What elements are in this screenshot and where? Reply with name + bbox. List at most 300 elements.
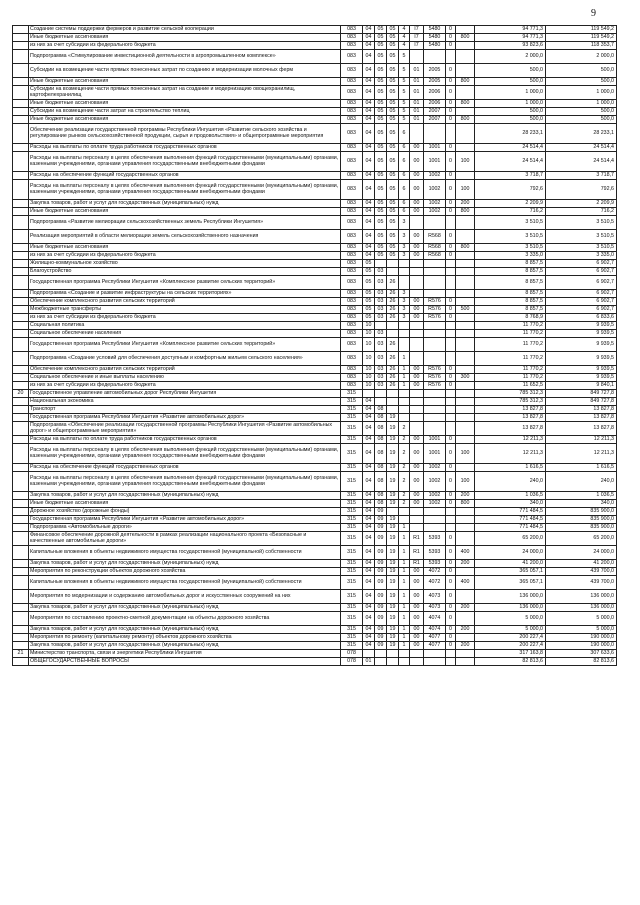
amount-year1-cell: 771 484,5	[475, 508, 546, 516]
ministry-code-cell: 315	[341, 508, 363, 516]
subsection-code-cell: 09	[375, 508, 387, 516]
main-event-code-cell	[410, 414, 424, 422]
ministry-code-cell: 315	[341, 398, 363, 406]
amount-year1-cell: 136 000,0	[475, 604, 546, 612]
program-code-cell: 05	[387, 208, 399, 216]
subsection-code-cell: 05	[375, 208, 387, 216]
program-code-cell: 19	[387, 532, 399, 546]
subprogram-code-cell	[399, 508, 410, 516]
detail-code-cell	[446, 414, 456, 422]
main-event-code-cell	[410, 322, 424, 330]
section-code-cell: 05	[363, 276, 375, 290]
subprogram-code-cell: 1	[399, 374, 410, 382]
ministry-code-cell: 083	[341, 216, 363, 230]
ministry-code-cell: 083	[341, 338, 363, 352]
amount-year1-cell: 3 510,5	[475, 216, 546, 230]
section-code-cell: 04	[363, 634, 375, 642]
main-event-code-cell: 00	[410, 382, 424, 390]
item-name-cell: Подпрограмма «Создание и развитие инфраструктуры на сельских территориях»	[29, 290, 341, 298]
subsection-code-cell: 03	[375, 352, 387, 366]
row-number-cell	[13, 208, 29, 216]
budget-table	[12, 25, 617, 666]
expense-type-code-cell	[456, 398, 475, 406]
main-event-code-cell	[410, 524, 424, 532]
direction-code-cell	[424, 516, 446, 524]
row-number-cell	[13, 516, 29, 524]
row-number-cell	[13, 42, 29, 50]
main-event-code-cell: 00	[410, 634, 424, 642]
ministry-code-cell: 083	[341, 268, 363, 276]
detail-code-cell: 0	[446, 590, 456, 604]
program-code-cell: 26	[387, 366, 399, 374]
item-name-cell: Межбюджетные трансферты	[29, 306, 341, 314]
section-code-cell: 10	[363, 322, 375, 330]
table-row	[13, 406, 617, 414]
row-number-cell	[13, 500, 29, 508]
ministry-code-cell: 083	[341, 290, 363, 298]
table-row	[13, 390, 617, 398]
expense-type-code-cell	[456, 298, 475, 306]
section-code-cell: 05	[363, 298, 375, 306]
subprogram-code-cell: 1	[399, 546, 410, 560]
direction-code-cell: R576	[424, 306, 446, 314]
row-number-cell	[13, 508, 29, 516]
detail-code-cell: 0	[446, 576, 456, 590]
item-name-cell: Мероприятия по модернизации и содержанию автомобильных дорог и искусственных сооружений на них	[29, 590, 341, 604]
program-code-cell: 05	[387, 78, 399, 86]
expense-type-code-cell	[456, 216, 475, 230]
direction-code-cell: 1001	[424, 144, 446, 152]
program-code-cell: 05	[387, 64, 399, 78]
section-code-cell: 04	[363, 642, 375, 650]
amount-year1-cell: 8 857,5	[475, 268, 546, 276]
main-event-code-cell: R1	[410, 560, 424, 568]
subprogram-code-cell: 1	[399, 560, 410, 568]
subsection-code-cell: 05	[375, 216, 387, 230]
table-row	[13, 650, 617, 658]
section-code-cell: 04	[363, 100, 375, 108]
subprogram-code-cell: 4	[399, 26, 410, 34]
subsection-code-cell: 05	[375, 116, 387, 124]
subprogram-code-cell: 6	[399, 180, 410, 200]
subprogram-code-cell: 2	[399, 472, 410, 492]
ministry-code-cell: 315	[341, 422, 363, 436]
row-number-cell	[13, 642, 29, 650]
table-row	[13, 492, 617, 500]
table-row	[13, 172, 617, 180]
row-number-cell	[13, 26, 29, 34]
amount-year1-cell: 5 000,0	[475, 612, 546, 626]
row-number-cell	[13, 298, 29, 306]
subprogram-code-cell: 5	[399, 64, 410, 78]
amount-year2-cell: 1 000,0	[546, 86, 617, 100]
program-code-cell: 19	[387, 414, 399, 422]
direction-code-cell: 4072	[424, 576, 446, 590]
row-number-cell	[13, 374, 29, 382]
detail-code-cell	[446, 524, 456, 532]
row-number-cell	[13, 124, 29, 144]
detail-code-cell: 0	[446, 152, 456, 172]
program-code-cell: 19	[387, 524, 399, 532]
table-row	[13, 508, 617, 516]
row-number-cell	[13, 634, 29, 642]
table-row	[13, 612, 617, 626]
detail-code-cell: 0	[446, 612, 456, 626]
ministry-code-cell: 315	[341, 568, 363, 576]
main-event-code-cell: 00	[410, 306, 424, 314]
expense-type-code-cell: 800	[456, 208, 475, 216]
item-name-cell: Закупка товаров, работ и услуг для государственных (муниципальных) нужд	[29, 604, 341, 612]
table-row	[13, 116, 617, 124]
amount-year2-cell: 3 510,5	[546, 230, 617, 244]
row-number-cell	[13, 86, 29, 100]
row-number-cell	[13, 568, 29, 576]
expense-type-code-cell: 100	[456, 152, 475, 172]
direction-code-cell	[424, 338, 446, 352]
item-name-cell: Закупка товаров, работ и услуг для государственных (муниципальных) нужд	[29, 492, 341, 500]
detail-code-cell: 0	[446, 252, 456, 260]
table-row	[13, 444, 617, 464]
row-number-cell: 20	[13, 390, 29, 398]
subsection-code-cell: 03	[375, 290, 387, 298]
direction-code-cell: 1001	[424, 152, 446, 172]
main-event-code-cell	[410, 276, 424, 290]
amount-year2-cell: 65 200,0	[546, 532, 617, 546]
subsection-code-cell	[375, 322, 387, 330]
item-name-cell: Обеспечение комплексного развития сельских территорий	[29, 298, 341, 306]
section-code-cell: 04	[363, 144, 375, 152]
direction-code-cell	[424, 124, 446, 144]
item-name-cell: Расходы на выплаты по оплате труда работников государственных органов	[29, 436, 341, 444]
amount-year2-cell: 240,0	[546, 472, 617, 492]
ministry-code-cell: 315	[341, 524, 363, 532]
program-code-cell: 05	[387, 26, 399, 34]
program-code-cell: 05	[387, 180, 399, 200]
section-code-cell: 05	[363, 260, 375, 268]
program-code-cell: 05	[387, 50, 399, 64]
main-event-code-cell: 00	[410, 172, 424, 180]
expense-type-code-cell	[456, 366, 475, 374]
subsection-code-cell: 03	[375, 366, 387, 374]
table-row	[13, 124, 617, 144]
item-name-cell: Государственная программа Республики Ингушетия «Развитие автомобильных дорог»	[29, 414, 341, 422]
subsection-code-cell	[375, 398, 387, 406]
detail-code-cell	[446, 268, 456, 276]
main-event-code-cell: 00	[410, 298, 424, 306]
expense-type-code-cell: 400	[456, 546, 475, 560]
section-code-cell: 05	[363, 290, 375, 298]
ministry-code-cell: 083	[341, 366, 363, 374]
detail-code-cell	[446, 516, 456, 524]
amount-year2-cell: 500,0	[546, 116, 617, 124]
ministry-code-cell: 083	[341, 330, 363, 338]
main-event-code-cell: 00	[410, 366, 424, 374]
direction-code-cell: 1002	[424, 180, 446, 200]
program-code-cell: 05	[387, 252, 399, 260]
amount-year2-cell: 1 616,5	[546, 464, 617, 472]
subsection-code-cell: 08	[375, 436, 387, 444]
program-code-cell: 26	[387, 314, 399, 322]
program-code-cell: 19	[387, 500, 399, 508]
amount-year1-cell: 500,0	[475, 108, 546, 116]
direction-code-cell	[424, 414, 446, 422]
ministry-code-cell: 315	[341, 472, 363, 492]
expense-type-code-cell	[456, 658, 475, 666]
expense-type-code-cell: 100	[456, 472, 475, 492]
subprogram-code-cell	[399, 268, 410, 276]
amount-year2-cell: 9 840,1	[546, 382, 617, 390]
section-code-cell: 04	[363, 216, 375, 230]
direction-code-cell	[424, 524, 446, 532]
amount-year2-cell: 849 727,8	[546, 390, 617, 398]
table-row	[13, 306, 617, 314]
direction-code-cell: 1001	[424, 444, 446, 464]
subprogram-code-cell: 1	[399, 612, 410, 626]
main-event-code-cell: I7	[410, 34, 424, 42]
expense-type-code-cell	[456, 50, 475, 64]
detail-code-cell: 0	[446, 42, 456, 50]
section-code-cell: 04	[363, 516, 375, 524]
direction-code-cell: 2005	[424, 64, 446, 78]
subprogram-code-cell: 6	[399, 172, 410, 180]
amount-year1-cell: 8 857,5	[475, 276, 546, 290]
section-code-cell: 04	[363, 626, 375, 634]
expense-type-code-cell	[456, 64, 475, 78]
expense-type-code-cell	[456, 42, 475, 50]
item-name-cell: Капитальные вложения в объекты недвижимого имущества государственной (муниципальной) собственности	[29, 576, 341, 590]
amount-year2-cell: 118 353,7	[546, 42, 617, 50]
detail-code-cell	[446, 398, 456, 406]
section-code-cell: 04	[363, 568, 375, 576]
amount-year1-cell: 11 652,5	[475, 382, 546, 390]
expense-type-code-cell	[456, 390, 475, 398]
detail-code-cell: 0	[446, 244, 456, 252]
detail-code-cell: 0	[446, 172, 456, 180]
item-name-cell: Государственная программа Республики Ингушетия «Комплексное развитие сельских территорий»	[29, 338, 341, 352]
detail-code-cell: 0	[446, 634, 456, 642]
amount-year2-cell: 1 036,5	[546, 492, 617, 500]
program-code-cell: 26	[387, 298, 399, 306]
row-number-cell	[13, 268, 29, 276]
subprogram-code-cell: 3	[399, 244, 410, 252]
amount-year1-cell: 716,2	[475, 208, 546, 216]
subsection-code-cell: 08	[375, 406, 387, 414]
subsection-code-cell: 05	[375, 100, 387, 108]
row-number-cell	[13, 382, 29, 390]
section-code-cell: 05	[363, 268, 375, 276]
detail-code-cell: 0	[446, 472, 456, 492]
program-code-cell	[387, 658, 399, 666]
subprogram-code-cell: 5	[399, 50, 410, 64]
ministry-code-cell: 083	[341, 108, 363, 116]
section-code-cell: 04	[363, 244, 375, 252]
ministry-code-cell: 083	[341, 42, 363, 50]
section-code-cell: 04	[363, 200, 375, 208]
subprogram-code-cell: 1	[399, 634, 410, 642]
subsection-code-cell	[375, 390, 387, 398]
expense-type-code-cell	[456, 252, 475, 260]
table-row	[13, 208, 617, 216]
program-code-cell: 19	[387, 604, 399, 612]
main-event-code-cell	[410, 398, 424, 406]
row-number-cell	[13, 200, 29, 208]
table-row	[13, 276, 617, 290]
ministry-code-cell: 083	[341, 260, 363, 268]
main-event-code-cell: 00	[410, 626, 424, 634]
detail-code-cell	[446, 290, 456, 298]
amount-year2-cell: 1 000,0	[546, 100, 617, 108]
table-row	[13, 472, 617, 492]
subprogram-code-cell	[399, 658, 410, 666]
subprogram-code-cell: 1	[399, 604, 410, 612]
row-number-cell	[13, 604, 29, 612]
program-code-cell	[387, 260, 399, 268]
section-code-cell: 04	[363, 508, 375, 516]
program-code-cell: 19	[387, 436, 399, 444]
table-row	[13, 290, 617, 298]
amount-year1-cell: 13 827,8	[475, 414, 546, 422]
program-code-cell: 26	[387, 290, 399, 298]
page-number: 9	[591, 8, 596, 19]
program-code-cell: 05	[387, 116, 399, 124]
table-body	[13, 26, 617, 666]
row-number-cell	[13, 100, 29, 108]
main-event-code-cell: 01	[410, 108, 424, 116]
amount-year2-cell: 5 000,0	[546, 626, 617, 634]
expense-type-code-cell: 200	[456, 560, 475, 568]
program-code-cell: 05	[387, 216, 399, 230]
direction-code-cell: 5480	[424, 34, 446, 42]
subsection-code-cell: 05	[375, 124, 387, 144]
amount-year1-cell: 11 770,2	[475, 330, 546, 338]
ministry-code-cell: 315	[341, 436, 363, 444]
subprogram-code-cell: 3	[399, 306, 410, 314]
amount-year1-cell: 3 510,5	[475, 230, 546, 244]
row-number-cell	[13, 414, 29, 422]
subprogram-code-cell	[399, 330, 410, 338]
subprogram-code-cell: 5	[399, 108, 410, 116]
row-number-cell	[13, 560, 29, 568]
main-event-code-cell: 00	[410, 314, 424, 322]
item-name-cell: Подпрограмма «Создание условий для обеспечения доступным и комфортным жильем сельского населения»	[29, 352, 341, 366]
expense-type-code-cell	[456, 26, 475, 34]
ministry-code-cell: 083	[341, 152, 363, 172]
subprogram-code-cell	[399, 398, 410, 406]
table-row	[13, 422, 617, 436]
amount-year2-cell: 9 939,5	[546, 338, 617, 352]
item-name-cell: Реализация мероприятий в области мелиорации земель сельскохозяйственного назначения	[29, 230, 341, 244]
direction-code-cell	[424, 276, 446, 290]
item-name-cell: Закупка товаров, работ и услуг для государственных (муниципальных) нужд	[29, 642, 341, 650]
table-row	[13, 298, 617, 306]
subsection-code-cell	[375, 260, 387, 268]
table-row	[13, 658, 617, 666]
direction-code-cell: 1002	[424, 464, 446, 472]
amount-year2-cell: 136 000,0	[546, 590, 617, 604]
main-event-code-cell: 00	[410, 612, 424, 626]
amount-year2-cell: 3 718,7	[546, 172, 617, 180]
subsection-code-cell: 09	[375, 642, 387, 650]
program-code-cell	[387, 390, 399, 398]
main-event-code-cell	[410, 658, 424, 666]
subsection-code-cell: 05	[375, 244, 387, 252]
detail-code-cell: 0	[446, 208, 456, 216]
section-code-cell: 10	[363, 382, 375, 390]
main-event-code-cell	[410, 650, 424, 658]
section-code-cell: 05	[363, 306, 375, 314]
detail-code-cell: 0	[446, 436, 456, 444]
item-name-cell: Мероприятия по реконструкции объектов дорожного хозяйства	[29, 568, 341, 576]
expense-type-code-cell: 200	[456, 492, 475, 500]
subsection-code-cell: 05	[375, 152, 387, 172]
item-name-cell: Государственное управление автомобильных дорог Республики Ингушетия	[29, 390, 341, 398]
amount-year2-cell: 24 514,4	[546, 144, 617, 152]
section-code-cell: 04	[363, 34, 375, 42]
section-code-cell: 04	[363, 116, 375, 124]
item-name-cell: Расходы на выплаты персоналу в целях обеспечения выполнения функций государственными (муниципальными) органами, казенными учреждениями, органами управления государственными внебюджетными фондами	[29, 180, 341, 200]
expense-type-code-cell	[456, 330, 475, 338]
row-number-cell	[13, 34, 29, 42]
detail-code-cell: 0	[446, 314, 456, 322]
subsection-code-cell	[375, 650, 387, 658]
row-number-cell	[13, 306, 29, 314]
subprogram-code-cell	[399, 650, 410, 658]
expense-type-code-cell	[456, 650, 475, 658]
detail-code-cell: 0	[446, 500, 456, 508]
detail-code-cell: 0	[446, 144, 456, 152]
direction-code-cell	[424, 50, 446, 64]
direction-code-cell: R568	[424, 252, 446, 260]
ministry-code-cell: 083	[341, 230, 363, 244]
amount-year2-cell: 9 939,5	[546, 322, 617, 330]
subsection-code-cell: 09	[375, 626, 387, 634]
row-number-cell	[13, 144, 29, 152]
main-event-code-cell: 00	[410, 472, 424, 492]
main-event-code-cell	[410, 516, 424, 524]
program-code-cell: 05	[387, 230, 399, 244]
amount-year1-cell: 41 200,0	[475, 560, 546, 568]
expense-type-code-cell: 400	[456, 576, 475, 590]
main-event-code-cell: 00	[410, 230, 424, 244]
amount-year1-cell: 200 227,4	[475, 634, 546, 642]
main-event-code-cell: 01	[410, 64, 424, 78]
amount-year1-cell: 500,0	[475, 64, 546, 78]
table-row	[13, 330, 617, 338]
expense-type-code-cell	[456, 406, 475, 414]
amount-year1-cell: 93 823,6	[475, 42, 546, 50]
main-event-code-cell: R1	[410, 546, 424, 560]
subprogram-code-cell: 1	[399, 568, 410, 576]
direction-code-cell: 4077	[424, 642, 446, 650]
amount-year2-cell: 24 000,0	[546, 546, 617, 560]
item-name-cell: Иные бюджетные ассигнования	[29, 500, 341, 508]
ministry-code-cell: 315	[341, 642, 363, 650]
section-code-cell: 04	[363, 500, 375, 508]
table-row	[13, 260, 617, 268]
item-name-cell: Социальная политика	[29, 322, 341, 330]
ministry-code-cell: 078	[341, 650, 363, 658]
detail-code-cell: 0	[446, 366, 456, 374]
expense-type-code-cell: 800	[456, 116, 475, 124]
subsection-code-cell: 05	[375, 200, 387, 208]
item-name-cell: Иные бюджетные ассигнования	[29, 34, 341, 42]
amount-year2-cell: 9 939,5	[546, 352, 617, 366]
ministry-code-cell: 083	[341, 252, 363, 260]
expense-type-code-cell	[456, 516, 475, 524]
detail-code-cell	[446, 658, 456, 666]
item-name-cell: Закупка товаров, работ и услуг для государственных (муниципальных) нужд	[29, 200, 341, 208]
section-code-cell: 04	[363, 532, 375, 546]
